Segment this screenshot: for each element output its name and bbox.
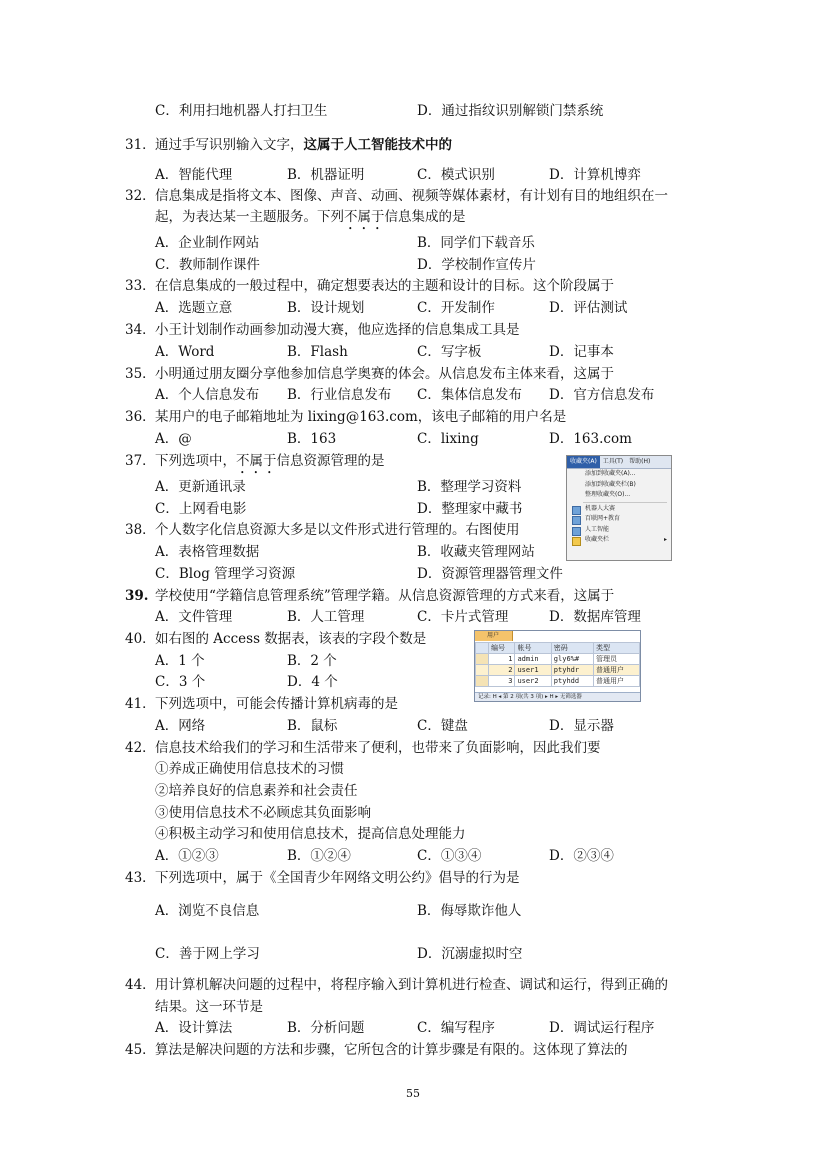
question-stem: 下列选项中，属于《全国青少年网络文明公约》倡导的行为是: [155, 870, 520, 886]
statement-item: ①养成正确使用信息技术的习惯: [155, 761, 344, 777]
table-cell: 1: [489, 654, 515, 665]
option-a: A．网络: [155, 718, 206, 734]
option-c: C．①③④: [417, 848, 482, 864]
option-d: D．沉溺虚拟时空: [417, 946, 523, 962]
question-number: 33．: [125, 278, 156, 294]
selector-cell: [476, 654, 489, 665]
option-c: C．模式识别: [417, 167, 495, 183]
question-number: 43．: [125, 870, 156, 886]
option-a: A．智能代理: [155, 167, 233, 183]
option-c: C．教师制作课件: [155, 257, 260, 273]
option-b: B．分析问题: [287, 1020, 365, 1036]
menu-item: 添加到收藏夹栏(B): [585, 480, 636, 488]
option-d: D．通过指纹识别解锁门禁系统: [417, 103, 604, 119]
option-c: C．3 个: [155, 674, 206, 690]
option-d: D．②③④: [549, 848, 614, 864]
option-b: B．整理学习资料: [417, 479, 522, 495]
option-c: C．卡片式管理: [417, 609, 509, 625]
option-a: A．@: [155, 431, 192, 447]
option-d: D．4 个: [287, 674, 338, 690]
table-cell: 普通用户: [594, 676, 640, 687]
column-header: 编号: [489, 643, 515, 654]
option-b: B．侮辱欺诈他人: [417, 903, 522, 919]
menu-item: 收藏夹栏 ▸: [567, 535, 671, 546]
option-b: B．同学们下载音乐: [417, 235, 535, 251]
option-a: A．文件管理: [155, 609, 233, 625]
statement-item: ④积极主动学习和使用信息技术，提高信息处理能力: [155, 826, 466, 842]
option-a: A．Word: [155, 344, 215, 360]
option-b: B．设计规划: [287, 300, 365, 316]
column-header: 类型: [594, 643, 640, 654]
menu-item: 机器人大赛: [567, 504, 671, 515]
table-cell: ptyhdr: [551, 665, 593, 676]
menu-item: 整理收藏夹(O)...: [585, 491, 631, 498]
table-cell: 管理员: [594, 654, 640, 665]
statement-item: ②培养良好的信息素养和社会责任: [155, 783, 358, 799]
option-a: A．表格管理数据: [155, 544, 260, 560]
option-b: B．鼠标: [287, 718, 338, 734]
question-stem: 信息技术给我们的学习和生活带来了便利，也带来了负面影响，因此我们要: [155, 740, 601, 756]
table-cell: ptyhdd: [551, 676, 593, 687]
table-cell: 3: [489, 676, 515, 687]
menu-separator: [583, 502, 667, 503]
option-b: B．Flash: [287, 344, 348, 360]
menu-favorites: 收藏夹(A): [567, 456, 600, 468]
question-stem-line2: 起，为表达某一主题服务。下列不属于信息集成的是: [155, 209, 466, 225]
question-stem: 下列选项中，不属于信息资源管理的是: [155, 453, 385, 469]
menu-bar: [567, 456, 671, 469]
question-number: 32．: [125, 188, 156, 204]
table-cell: 普通用户: [594, 665, 640, 676]
folder-icon: [572, 537, 581, 546]
option-a: A．个人信息发布: [155, 387, 260, 403]
question-number: 34．: [125, 322, 156, 338]
option-b: B．行业信息发布: [287, 387, 392, 403]
option-a: A．选题立意: [155, 300, 233, 316]
record-navigator: 记录: H ◂ 第 2 项(共 3 项) ▸ H ▸ 无筛选器: [475, 692, 640, 701]
question-number: 36．: [125, 409, 156, 425]
option-a: A．更新通讯录: [155, 479, 246, 495]
option-a: A．企业制作网站: [155, 235, 260, 251]
question-number: 44．: [125, 977, 156, 993]
column-header: 密码: [551, 643, 593, 654]
question-stem: 算法是解决问题的方法和步骤，它所包含的计算步骤是有限的。这体现了算法的: [155, 1042, 628, 1058]
question-stem: 通过手写识别输入文字，这属于人工智能技术中的: [155, 137, 452, 153]
option-d: D．调试运行程序: [549, 1020, 655, 1036]
option-b: B．163: [287, 431, 337, 447]
question-stem: 小明通过朋友圈分享他参加信息学奥赛的体会。从信息发布主体来看，这属于: [155, 366, 614, 382]
table-row: [476, 665, 640, 676]
selector-cell: [476, 676, 489, 687]
table-cell: 2: [489, 665, 515, 676]
option-c: C．利用扫地机器人打扫卫生: [155, 103, 328, 119]
option-a: A．①②③: [155, 848, 219, 864]
data-grid: [475, 642, 640, 687]
question-stem-line2: 结果。这一环节是: [155, 999, 263, 1015]
question-number: 37．: [125, 453, 156, 469]
option-c: C．上网看电影: [155, 501, 247, 517]
question-number: 35．: [125, 366, 156, 382]
option-d: D．整理家中藏书: [417, 501, 523, 517]
page-number: 55: [406, 1087, 420, 1100]
menu-item: 百联网+教育: [567, 514, 671, 525]
option-c: C．lixing: [417, 431, 479, 447]
option-a: A．浏览不良信息: [155, 903, 260, 919]
option-d: D．计算机博弈: [549, 167, 641, 183]
option-c: C．善于网上学习: [155, 946, 260, 962]
column-header: 帐号: [515, 643, 551, 654]
option-d: D．163.com: [549, 431, 632, 447]
option-c: C．集体信息发布: [417, 387, 522, 403]
question-stem: 如右图的 Access 数据表，该表的字段个数是: [155, 631, 427, 647]
option-c: C．Blog 管理学习资源: [155, 566, 296, 582]
option-c: C．编写程序: [417, 1020, 495, 1036]
table-cell: admin: [515, 654, 551, 665]
option-c: C．写字板: [417, 344, 482, 360]
option-b: B．收藏夹管理网站: [417, 544, 535, 560]
question-number: 42．: [125, 740, 156, 756]
submenu-arrow-icon: ▸: [663, 536, 667, 543]
option-b: B．①②④: [287, 848, 351, 864]
table-tab: 用户: [475, 631, 513, 641]
option-a: A．设计算法: [155, 1020, 233, 1036]
option-d: D．官方信息发布: [549, 387, 655, 403]
selector-cell: [476, 665, 489, 676]
question-number: 38．: [125, 522, 156, 538]
question-number: 40．: [125, 631, 156, 647]
option-b: B．机器证明: [287, 167, 365, 183]
question-stem: 学校使用“学籍信息管理系统”管理学籍。从信息资源管理的方式来看，这属于: [155, 588, 615, 604]
statement-item: ③使用信息技术不必顾虑其负面影响: [155, 805, 371, 821]
table-cell: user1: [515, 665, 551, 676]
header-row: [476, 643, 640, 654]
menu-item: 添加到收藏夹(A)...: [585, 470, 636, 477]
option-d: D．资源管理器管理文件: [417, 566, 563, 582]
option-d: D．评估测试: [549, 300, 628, 316]
favorites-menu-image: [566, 455, 672, 561]
question-stem: 在信息集成的一般过程中，确定想要表达的主题和设计的目标。这个阶段属于: [155, 278, 614, 294]
menu-help: 帮助(H): [629, 458, 651, 465]
option-a: A．1 个: [155, 653, 205, 669]
question-stem: 个人数字化信息资源大多是以文件形式进行管理的。右图使用: [155, 522, 520, 538]
table-cell: gly6%#: [551, 654, 593, 665]
table-row: [476, 654, 640, 665]
question-stem: 小王计划制作动画参加动漫大赛，他应选择的信息集成工具是: [155, 322, 520, 338]
question-stem: 下列选项中，可能会传播计算机病毒的是: [155, 696, 398, 712]
question-stem: 信息集成是指将文本、图像、声音、动画、视频等媒体素材，有计划有目的地组织在一: [155, 188, 668, 204]
question-number: 41．: [125, 696, 156, 712]
option-c: C．键盘: [417, 718, 468, 734]
option-b: B．人工管理: [287, 609, 365, 625]
table-row: [476, 676, 640, 687]
menu-item: 人工智能: [567, 525, 671, 536]
table-cell: user2: [515, 676, 551, 687]
question-number: 31．: [125, 137, 156, 153]
menu-tools: 工具(T): [602, 458, 624, 465]
question-number: 39.: [125, 588, 149, 604]
option-d: D．学校制作宣传片: [417, 257, 536, 273]
question-stem: 用计算机解决问题的过程中，将程序输入到计算机进行检查、调试和运行，得到正确的: [155, 977, 668, 993]
option-d: D．显示器: [549, 718, 614, 734]
option-d: D．数据库管理: [549, 609, 641, 625]
access-table-image: [474, 630, 641, 702]
question-stem: 某用户的电子邮箱地址为 lixing@163.com，该电子邮箱的用户名是: [155, 409, 567, 425]
option-d: D．记事本: [549, 344, 614, 360]
question-number: 45．: [125, 1042, 156, 1058]
selector-cell: [476, 643, 489, 654]
option-b: B．2 个: [287, 653, 337, 669]
option-c: C．开发制作: [417, 300, 495, 316]
